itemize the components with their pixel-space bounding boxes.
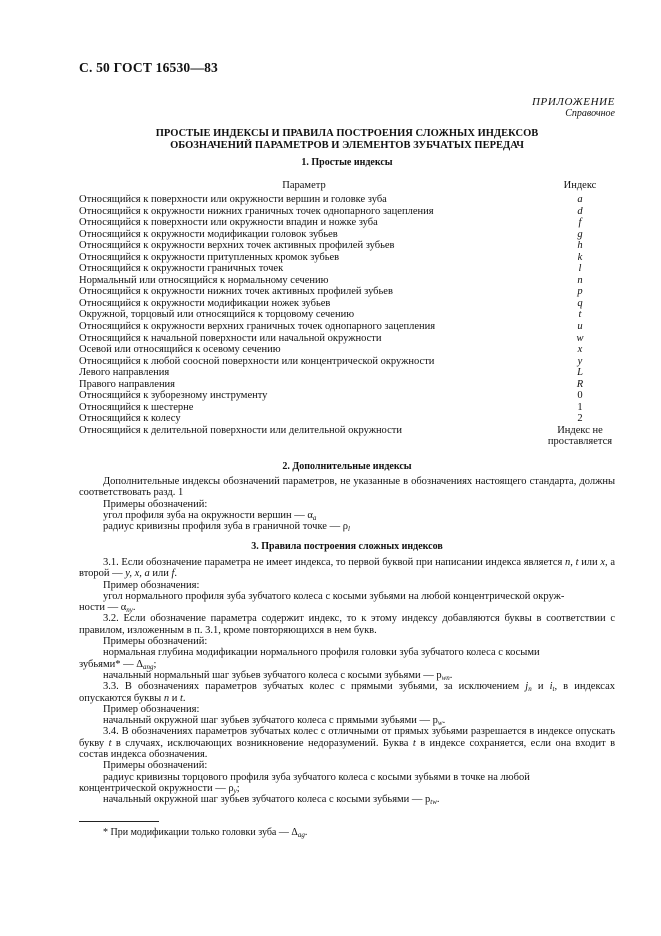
table-row [79,252,615,264]
table-row [79,390,615,402]
row-index [545,425,615,447]
table-row [79,367,615,379]
section-1-heading: 1. Простые индексы [301,157,393,168]
table-row [79,425,615,447]
table-row [79,217,615,229]
example-line: начальный нормальный шаг зубьев зубчатого колеса с косыми зубьями — $p_{wn}$. [103,669,453,682]
row-parameter: Относящийся к окружности граничных точек [79,263,284,275]
column-header-parameter: Параметр [282,180,326,191]
column-header-index: Индекс [563,180,597,191]
table-row [79,402,615,414]
row-index-line-1: Индекс не [557,424,603,436]
row-parameter: Относящийся к окружности верхних граничных точек однопарного зацепления [79,321,436,333]
simple-indices-table [79,180,615,447]
row-index: q [577,297,583,309]
appendix-label [532,96,615,119]
row-parameter: Относящийся к начальной поверхности или начальной окружности [79,332,382,344]
appendix-title: ПРИЛОЖЕНИЕ [532,96,615,108]
row-parameter: Относящийся к окружности нижних граничных точек однопарного зацепления [79,205,434,217]
row-index: a [577,194,583,205]
row-parameter: Относящийся к окружности верхних точек активных профилей зубьев [79,240,395,252]
row-parameter: Относящийся к колесу [79,413,181,425]
row-parameter: Относящийся к окружности модификации ножек зубьев [79,297,331,309]
section-3-body [79,557,615,806]
examples-label: Примеры обозначений: [103,760,208,772]
rule-3-1: 3.1. Если обозначение параметра не имеет индекса, то первой буквой при написании индекса является n, t или x, а второй — y, x, a или f. [79,557,616,580]
rule-3-2: 3.2. Если обозначение параметра содержит индекс, то к этому индексу добавляются буквы в соответствии с правилом, изложенным в п. 3.1, кроме повторяющихся в нем букв. [79,613,615,636]
table-body [79,194,615,425]
row-parameter: Относящийся к окружности притупленных кромок зубьев [79,251,340,263]
row-parameter: Осевой или относящийся к осевому сечению [79,344,281,356]
table-row [79,321,615,333]
example-line: начальный окружной шаг зубьев зубчатого колеса с прямыми зубьями — $p_w$. [103,715,446,728]
row-parameter: Относящийся к окружности нижних точек активных профилей зубьев [79,286,393,298]
row-index: w [576,332,584,344]
table-row [79,309,615,321]
table-row [79,344,615,356]
footnote: * При модификации только головки зуба — $\Delta_{ag}$. [103,827,308,839]
document-title [79,128,615,152]
row-index: 0 [577,390,583,402]
table-row [79,206,615,218]
row-index: y [577,355,583,367]
examples-label: Примеры обозначений: [103,498,208,510]
row-index: 2 [577,413,583,425]
footnote-divider [79,821,159,822]
row-parameter: Относящийся к делительной поверхности или делительной окружности [79,424,402,436]
row-index: l [578,263,582,275]
row-index: k [577,251,583,263]
row-index: p [577,286,583,298]
rule-3-4: 3.4. В обозначениях параметров зубчатых колес с отличными от прямых зубьями разрешается в индексе опускать букву t в случаях, исключающих возникновение недоразумений. Буква t в индексе сохраняется, если она входит в состав индекса обозначения. [79,726,616,761]
row-index: f [578,217,582,229]
example-line: угол профиля зуба на окружности вершин — $\alpha_a$ [103,509,317,522]
row-index: u [577,321,583,333]
table-row [79,240,615,252]
table-row [79,413,615,425]
table-row [79,333,615,345]
example-line: нормальная глубина модификации нормального профиля головки зуба зубчатого колеса с косыми зубьями* — $\Delta_{ang}$; [79,647,540,671]
row-parameter: Относящийся к зуборезному инструменту [79,390,268,402]
page-header: С. 50 ГОСТ 16530—83 [79,60,218,75]
example-line: начальный окружной шаг зубьев зубчатого колеса с косыми зубьями — $p_{tw}$. [103,794,440,807]
row-parameter: Относящийся к поверхности или окружности вершин и головке зуба [79,194,387,205]
row-index: h [577,240,583,252]
row-index: 1 [577,401,583,413]
title-line-1: ПРОСТЫЕ ИНДЕКСЫ И ПРАВИЛА ПОСТРОЕНИЯ СЛОЖНЫХ ИНДЕКСОВ [155,128,539,139]
example-label: Пример обозначения: [103,579,200,591]
row-parameter: Окружной, торцовый или относящийся к торцовому сечению [79,309,355,321]
examples-label: Примеры обозначений: [103,636,208,648]
example-line: угол нормального профиля зуба зубчатого колеса с косыми зубьями на любой концентрической окруж- ности — $\alpha_{ny}$. [79,590,565,615]
table-row [79,194,615,206]
row-parameter: Правого направления [79,378,176,390]
row-parameter: Относящийся к поверхности или окружности впадин и ножке зуба [79,217,378,229]
section-2-body [79,476,615,532]
row-index: n [577,274,583,286]
table-row [79,379,615,391]
table-row [79,263,615,275]
table-row [79,275,615,287]
table-row [79,356,615,368]
section-3-heading: 3. Правила построения сложных индексов [251,541,443,552]
rule-3-3: 3.3. В обозначениях параметров зубчатых колес с прямыми зубьями, за исключением $j_n$ и $i_t$, в индексах опускаются буквы n и t. [79,681,616,704]
section-2-heading: 2. Дополнительные индексы [282,461,412,472]
row-index-line-2: проставляется [547,435,613,447]
row-index: L [577,367,583,379]
row-index: g [577,228,583,240]
section-2-paragraph: Дополнительные индексы обозначений параметров, не указанные в обозначениях настоящего стандарта, должны соответствовать разд. 1 [79,476,615,499]
row-index: d [577,205,583,217]
row-index: x [577,344,583,356]
table-header [79,180,615,194]
example-line: радиус кривизны торцового профиля зуба зубчатого колеса с косыми зубьями в точке на любой концентрической окружности — $\rho_y$; [79,771,530,795]
example-label: Пример обозначения: [103,703,200,715]
table-row [79,298,615,310]
row-parameter: Относящийся к любой соосной поверхности или концентрической окружности [79,355,435,367]
title-line-2: ОБОЗНАЧЕНИЙ ПАРАМЕТРОВ И ЭЛЕМЕНТОВ ЗУБЧАТЫХ ПЕРЕДАЧ [170,140,524,151]
row-index: t [578,309,582,321]
table-row [79,229,615,241]
appendix-note: Справочное [565,108,615,119]
row-parameter: Относящийся к окружности модификации головок зубьев [79,228,338,240]
row-parameter: Нормальный или относящийся к нормальному сечению [79,274,329,286]
table-row [79,286,615,298]
example-line: радиус кривизны профиля зуба в граничной точке — $\rho_l$ [103,521,350,534]
row-index: R [576,378,584,390]
row-parameter: Левого направления [79,367,170,379]
row-parameter: Относящийся к шестерне [79,401,194,413]
